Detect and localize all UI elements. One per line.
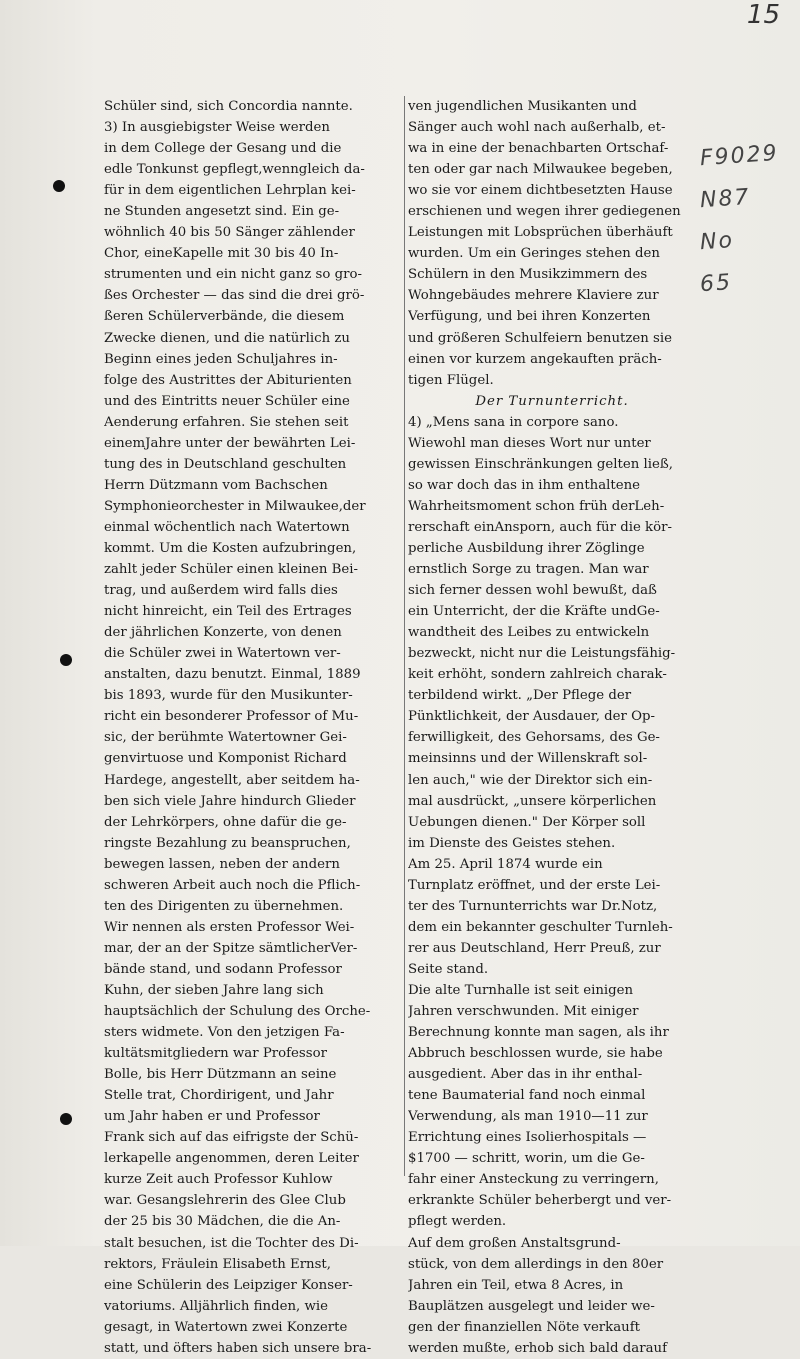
text-line: war. Gesangslehrerin des Glee Club [104, 1193, 346, 1209]
margin-note: No [699, 227, 735, 256]
text-line: ten des Dirigenten zu übernehmen. [104, 898, 344, 914]
text-line: rer aus Deutschland, Herr Preuß, zur [408, 940, 661, 956]
text-line: ringste Bezahlung zu beanspruchen, [104, 835, 351, 851]
text-line: 4) „Mens sana in corpore sano. [408, 414, 619, 430]
text-line: tung des in Deutschland geschulten [104, 456, 347, 472]
text-line: Verwendung, als man 1910—11 zur [408, 1109, 648, 1125]
text-line: hauptsächlich der Schulung des Orche- [104, 1004, 371, 1020]
text-line: die Schüler zwei in Watertown ver- [104, 646, 341, 662]
text-line: meinsinns und der Willenskraft sol- [408, 751, 648, 767]
text-line: ernstlich Sorge zu tragen. Man war [408, 562, 649, 578]
margin-note: F9029 [699, 140, 780, 172]
text-line: Wohngebäudes mehrere Klaviere zur [408, 288, 659, 304]
text-line: genvirtuose und Komponist Richard [104, 751, 347, 767]
text-line: sic, der berühmte Watertowner Gei- [104, 730, 347, 746]
text-line: Die alte Turnhalle ist seit einigen [408, 982, 634, 998]
text-line: strumenten und ein nicht ganz so gro- [104, 267, 362, 283]
text-line: ten oder gar nach Milwaukee begeben, [408, 162, 673, 178]
text-line: Auf dem großen Anstaltsgrund- [408, 1235, 621, 1251]
text-line: bände stand, und sodann Professor [104, 961, 342, 977]
text-line: len auch," wie der Direktor sich ein- [408, 772, 653, 788]
text-line: Jahren verschwunden. Mit einiger [408, 1004, 639, 1020]
text-line: stück, von dem allerdings in den 80er [408, 1256, 664, 1272]
text-line: rektors, Fräulein Elisabeth Ernst, [104, 1256, 332, 1272]
text-line: erschienen und wegen ihrer gediegenen [408, 204, 681, 220]
text-line: kurze Zeit auch Professor Kuhlow [104, 1172, 333, 1188]
text-line: richt ein besonderer Professor of Mu- [104, 709, 359, 725]
margin-note: 65 [699, 270, 733, 298]
text-line: trag, und außerdem wird falls dies [104, 583, 338, 599]
text-line: folge des Austrittes der Abiturienten [104, 372, 352, 388]
text-line: eine Schülerin des Leipziger Konser- [104, 1277, 353, 1293]
text-line: so war doch das in ihm enthaltene [408, 477, 641, 493]
text-line: Wiewohl man dieses Wort nur unter [408, 435, 651, 451]
text-line: schweren Arbeit auch noch die Pflich- [104, 877, 361, 893]
text-line: tene Baumaterial fand noch einmal [408, 1088, 646, 1104]
punch-hole [53, 180, 65, 192]
text-line: keit erhöht, sondern zahlreich charak- [408, 667, 667, 683]
text-line: kultätsmitgliedern war Professor [104, 1046, 327, 1062]
text-line: sters widmete. Von den jetzigen Fa- [104, 1025, 345, 1041]
text-line: Errichtung eines Isolierhospitals — [408, 1130, 647, 1146]
text-line: gen der finanziellen Nöte verkauft [408, 1319, 640, 1335]
text-line: gewissen Einschränkungen gelten ließ, [408, 456, 674, 472]
text-line: terbildend wirkt. „Der Pflege der [408, 688, 632, 704]
text-line: Chor, eineKapelle mit 30 bis 40 In- [104, 246, 339, 262]
text-line: Pünktlichkeit, der Ausdauer, der Op- [408, 709, 656, 725]
text-line: perliche Ausbildung ihrer Zöglinge [408, 540, 645, 556]
text-line: für in dem eigentlichen Lehrplan kei- [104, 183, 356, 199]
section-heading: Der Turnunterricht. [475, 393, 629, 409]
text-line: 3) In ausgiebigster Weise werden [104, 120, 330, 136]
text-line: ter des Turnunterrichts war Dr.Notz, [408, 898, 658, 914]
text-line: einen vor kurzem angekauften präch- [408, 351, 662, 367]
text-line: mar, der an der Spitze sämtlicherVer- [104, 940, 358, 956]
text-line: Schüler sind, sich Concordia nannte. [104, 99, 353, 114]
text-line: Beginn eines jeden Schuljahres in- [104, 351, 338, 367]
text-line: vatoriums. Alljährlich finden, wie [104, 1298, 329, 1314]
text-line: stalt besuchen, ist die Tochter des Di- [104, 1235, 359, 1251]
page-number: 15 [746, 0, 780, 30]
text-line: sich ferner dessen wohl bewußt, daß [408, 583, 657, 599]
text-line: zahlt jeder Schüler einen kleinen Bei- [104, 562, 359, 578]
text-line: $1700 — schritt, worin, um die Ge- [408, 1151, 645, 1167]
right-column-part-a [408, 96, 696, 391]
margin-notes [700, 135, 795, 303]
text-line: Wahrheitsmoment schon früh derLeh- [408, 498, 665, 514]
text-line: in dem College der Gesang und die [104, 141, 342, 157]
text-line: tigen Flügel. [408, 372, 494, 388]
margin-note: N87 [699, 184, 752, 214]
text-line: Schülern in den Musikzimmern des [408, 267, 648, 283]
text-line: ben sich viele Jahre hindurch Glieder [104, 793, 356, 809]
text-line: wa in eine der benachbarten Ortschaf- [408, 141, 669, 157]
text-line: Herrn Dützmann vom Bachschen [104, 477, 328, 493]
text-line: Hardege, angestellt, aber seitdem ha- [104, 772, 360, 788]
text-line: ßes Orchester — das sind die drei grö- [104, 288, 365, 304]
text-line: bis 1893, wurde für den Musikunter- [104, 688, 353, 704]
text-line: lerkapelle angenommen, deren Leiter [104, 1151, 359, 1167]
text-line: Zwecke dienen, und die natürlich zu [104, 330, 350, 346]
text-line: einemJahre unter der bewährten Lei- [104, 435, 356, 451]
text-line: gesagt, in Watertown zwei Konzerte [104, 1319, 348, 1335]
text-line: Seite stand. [408, 961, 489, 977]
text-line: rerschaft einAnsporn, auch für die kör- [408, 519, 672, 535]
text-line: Sänger auch wohl nach außerhalb, et- [408, 120, 666, 136]
text-line: Bauplätzen ausgelegt und leider we- [408, 1298, 655, 1314]
text-line: und des Eintritts neuer Schüler eine [104, 393, 350, 409]
right-column-part-b [408, 412, 696, 1359]
text-line: der jährlichen Konzerte, von denen [104, 625, 342, 641]
text-line: der Lehrkörpers, ohne dafür die ge- [104, 814, 347, 830]
text-line: erkrankte Schüler beherbergt und ver- [408, 1193, 672, 1209]
text-line: Symphonieorchester in Milwaukee,der [104, 498, 366, 514]
text-line: wandtheit des Leibes zu entwickeln [408, 625, 650, 641]
text-line: Wir nennen als ersten Professor Wei- [104, 919, 355, 935]
text-line: edle Tonkunst gepflegt,wenngleich da- [104, 162, 365, 178]
text-line: der 25 bis 30 Mädchen, die die An- [104, 1214, 341, 1230]
text-line: und größeren Schulfeiern benutzen sie [408, 330, 672, 346]
text-line: einmal wöchentlich nach Watertown [104, 519, 350, 535]
punch-hole [60, 1113, 72, 1125]
text-line: Stelle trat, Chordirigent, und Jahr [104, 1088, 334, 1104]
text-line: Frank sich auf das eifrigste der Schü- [104, 1130, 359, 1146]
text-line: ferwilligkeit, des Gehorsams, des Ge- [408, 730, 660, 746]
text-line: Aenderung erfahren. Sie stehen seit [104, 414, 349, 430]
text-line: nicht hinreicht, ein Teil des Ertrages [104, 604, 352, 620]
text-line: ven jugendlichen Musikanten und [408, 99, 637, 114]
text-line: im Dienste des Geistes stehen. [408, 835, 616, 851]
text-line: wurden. Um ein Geringes stehen den [408, 246, 660, 262]
text-line: Uebungen dienen." Der Körper soll [408, 814, 646, 830]
text-line: ne Stunden angesetzt sind. Ein ge- [104, 204, 340, 220]
right-column [408, 96, 696, 1359]
text-line: kommt. Um die Kosten aufzubringen, [104, 540, 357, 556]
text-line: fahr einer Ansteckung zu verringern, [408, 1172, 659, 1188]
text-line: Am 25. April 1874 wurde ein [408, 856, 603, 872]
text-line: Turnplatz eröffnet, und der erste Lei- [408, 877, 661, 893]
text-line: Abbruch beschlossen wurde, sie habe [408, 1046, 663, 1062]
text-line: anstalten, dazu benutzt. Einmal, 1889 [104, 667, 361, 683]
text-line: bewegen lassen, neben der andern [104, 856, 340, 872]
text-line: wöhnlich 40 bis 50 Sänger zählender [104, 225, 355, 241]
text-line: mal ausdrückt, „unsere körperlichen [408, 793, 657, 809]
text-line: werden mußte, erhob sich bald darauf [408, 1340, 667, 1356]
text-line: Berechnung konnte man sagen, als ihr [408, 1025, 669, 1041]
text-line: ausgedient. Aber das in ihr enthal- [408, 1067, 643, 1083]
text-line: pflegt werden. [408, 1214, 507, 1230]
text-line: Verfügung, und bei ihren Konzerten [408, 309, 651, 325]
left-column [104, 96, 404, 1359]
text-line: ßeren Schülerverbände, die diesem [104, 309, 345, 325]
text-line: Leistungen mit Lobsprüchen überhäuft [408, 225, 673, 241]
text-line: statt, und öfters haben sich unsere bra- [104, 1340, 372, 1356]
text-line: dem ein bekannter geschulter Turnleh- [408, 919, 673, 935]
text-line: wo sie vor einem dichtbesetzten Hause [408, 183, 673, 199]
text-line: ein Unterricht, der die Kräfte undGe- [408, 604, 660, 620]
text-line: Jahren ein Teil, etwa 8 Acres, in [408, 1277, 624, 1293]
text-line: Kuhn, der sieben Jahre lang sich [104, 982, 324, 998]
punch-hole [60, 654, 72, 666]
text-line: Bolle, bis Herr Dützmann an seine [104, 1067, 337, 1083]
text-line: um Jahr haben er und Professor [104, 1109, 320, 1125]
text-line: bezweckt, nicht nur die Leistungsfähig- [408, 646, 676, 662]
column-divider [404, 96, 405, 1176]
